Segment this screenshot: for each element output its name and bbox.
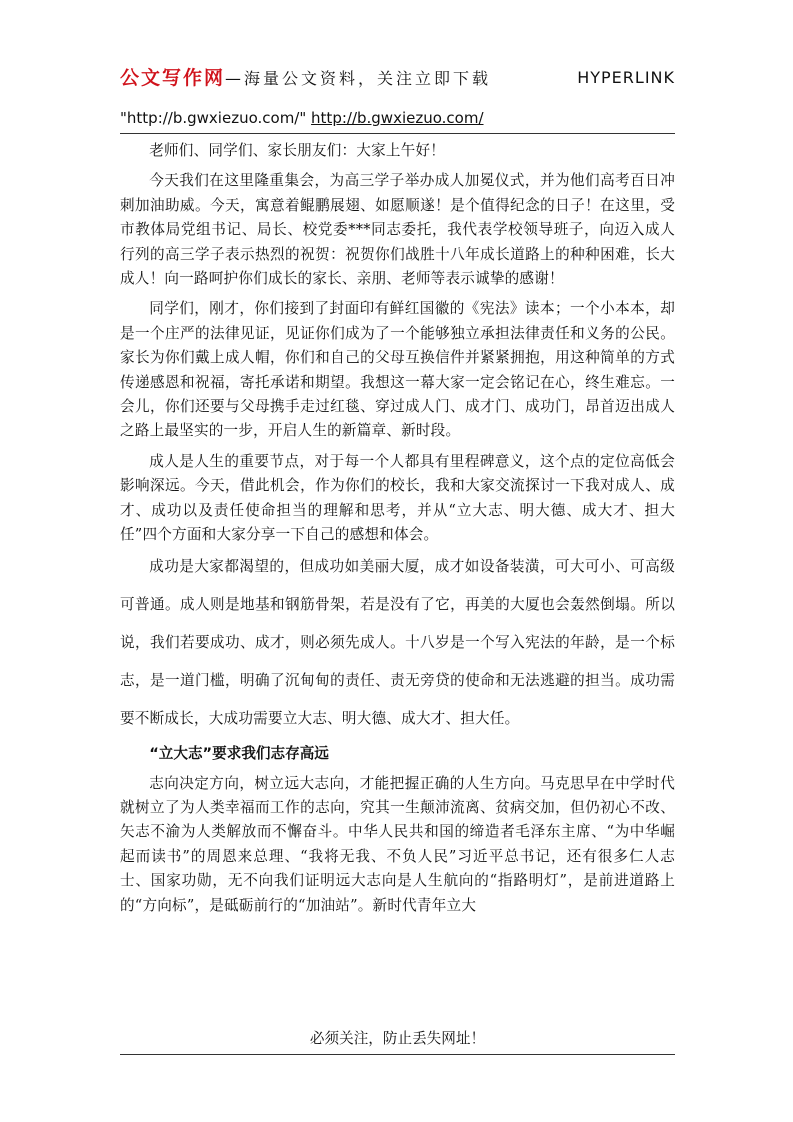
header-link-line: [120, 106, 675, 130]
body-paragraph-4: 成功是大家都渴望的，但成功如美丽大厦，成才如设备装潢，可大可小、可高级可普通。成人则是地基和钢筋骨架，若是没有了它，再美的大厦也会轰然倒塌。所以说，我们若要成功、成才，则必须先成人。十八岁是一个写入宪法的年龄，是一个标志，是一道门槛，明确了沉甸甸的责任、责无旁贷的使命和无法逃避的担当。成功需要不断成长，大成功需要立大志、明大德、成大才、担大任。: [120, 557, 675, 727]
footer-divider: [120, 1054, 675, 1055]
body-paragraph-3: 成人是人生的重要节点，对于每一个人都具有里程碑意义，这个点的定位高低会影响深远。今天，借此机会，作为你们的校长，我和大家交流探讨一下我对成人、成才、成功以及责任使命担当的理解和思考，并从“立大志、明大德、成大才、担大任”四个方面和大家分享一下自己的感想和体会。: [120, 452, 675, 544]
greeting-paragraph: 老师们、同学们、家长朋友们：大家上午好！: [149, 142, 446, 159]
hyperlink-field-code: HYPERLINK: [577, 68, 675, 87]
header-banner: [120, 64, 675, 93]
body-paragraph-5: 志向决定方向，树立远大志向，才能把握正确的人生方向。马克思早在中学时代就树立了为人类幸福而工作的志向，究其一生颠沛流离、贫病交加，但仍初心不改、矢志不渝为人类解放而不懈奋斗。中华人民共和国的缔造者毛泽东主席、“为中华崛起而读书”的周恩来总理、“我将无我、不负人民”习近平总书记，还有很多仁人志士、国家功勋，无不向我们证明远大志向是人生航向的“指路明灯”，是前进道路上的“方向标”，是砥砺前行的“加油站”。新时代青年立大: [120, 774, 675, 914]
body-paragraph-1: 今天我们在这里隆重集会，为高三学子举办成人加冕仪式，并为他们高考百日冲刺加油助威。今天，寓意着鲲鹏展翅、如愿顺遂！是个值得纪念的日子！在这里，受市教体局党组书记、局长、校党委***同志委托，我代表学校领导班子，向迈入成人行列的高三学子表示热烈的祝贺：祝贺你们战胜十八年成长道路上的种种困难，长大成人！向一路呵护你们成长的家长、亲朋、老师等表示诚挚的感谢！: [120, 172, 675, 288]
header-tagline: —海量公文资料，关注立即下载: [225, 69, 492, 88]
site-brand[interactable]: 公文写作网: [120, 67, 226, 89]
body-paragraph-2: 同学们，刚才，你们接到了封面印有鲜红国徽的《宪法》读本；一个小本本，却是一个庄严的法律见证，见证你们成为了一个能够独立承担法律责任和义务的公民。家长为你们戴上成人帽，你们和自己的父母互换信件并紧紧拥抱，用这种简单的方式传递感恩和祝福，寄托承诺和期望。我想这一幕大家一定会铭记在心，终生难忘。一会儿，你们还要与父母携手走过红毯、穿过成人门、成才门、成功门，昂首迈出成人之路上最坚实的一步，开启人生的新篇章、新时段。: [120, 300, 675, 440]
header-divider: [120, 133, 675, 134]
section-heading: “立大志”要求我们志存高远: [149, 744, 329, 762]
document-body: [120, 139, 675, 918]
site-link[interactable]: http://b.gwxiezuo.com/: [311, 109, 484, 127]
link-field-text: "http://b.gwxiezuo.com/": [120, 109, 307, 127]
footer-notice: 必须关注，防止丢失网址！: [309, 1030, 486, 1047]
